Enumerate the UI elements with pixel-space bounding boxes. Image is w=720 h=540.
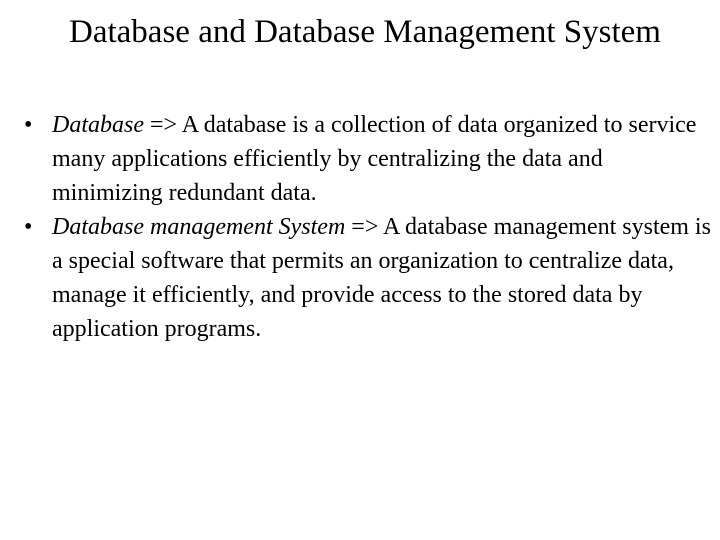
bullet-list: [24, 108, 714, 346]
bullet-item-dbms: [24, 210, 714, 346]
bullet-dot-icon: •: [24, 112, 33, 138]
definition-database: => A database is a collection of data organized to service many applications efficiently by centralizing the data and minimizing redundant data.: [52, 112, 697, 206]
bullet-dot-icon: •: [24, 214, 33, 240]
definition-dbms: => A database management system is a special software that permits an organization to centralize data, manage it efficiently, and provide access to the stored data by application programs.: [52, 214, 711, 342]
bullet-item-database: [24, 108, 714, 210]
term-database: Database: [52, 112, 144, 138]
slide-title: Database and Database Management System: [69, 14, 661, 50]
term-dbms: Database management System: [52, 214, 346, 240]
